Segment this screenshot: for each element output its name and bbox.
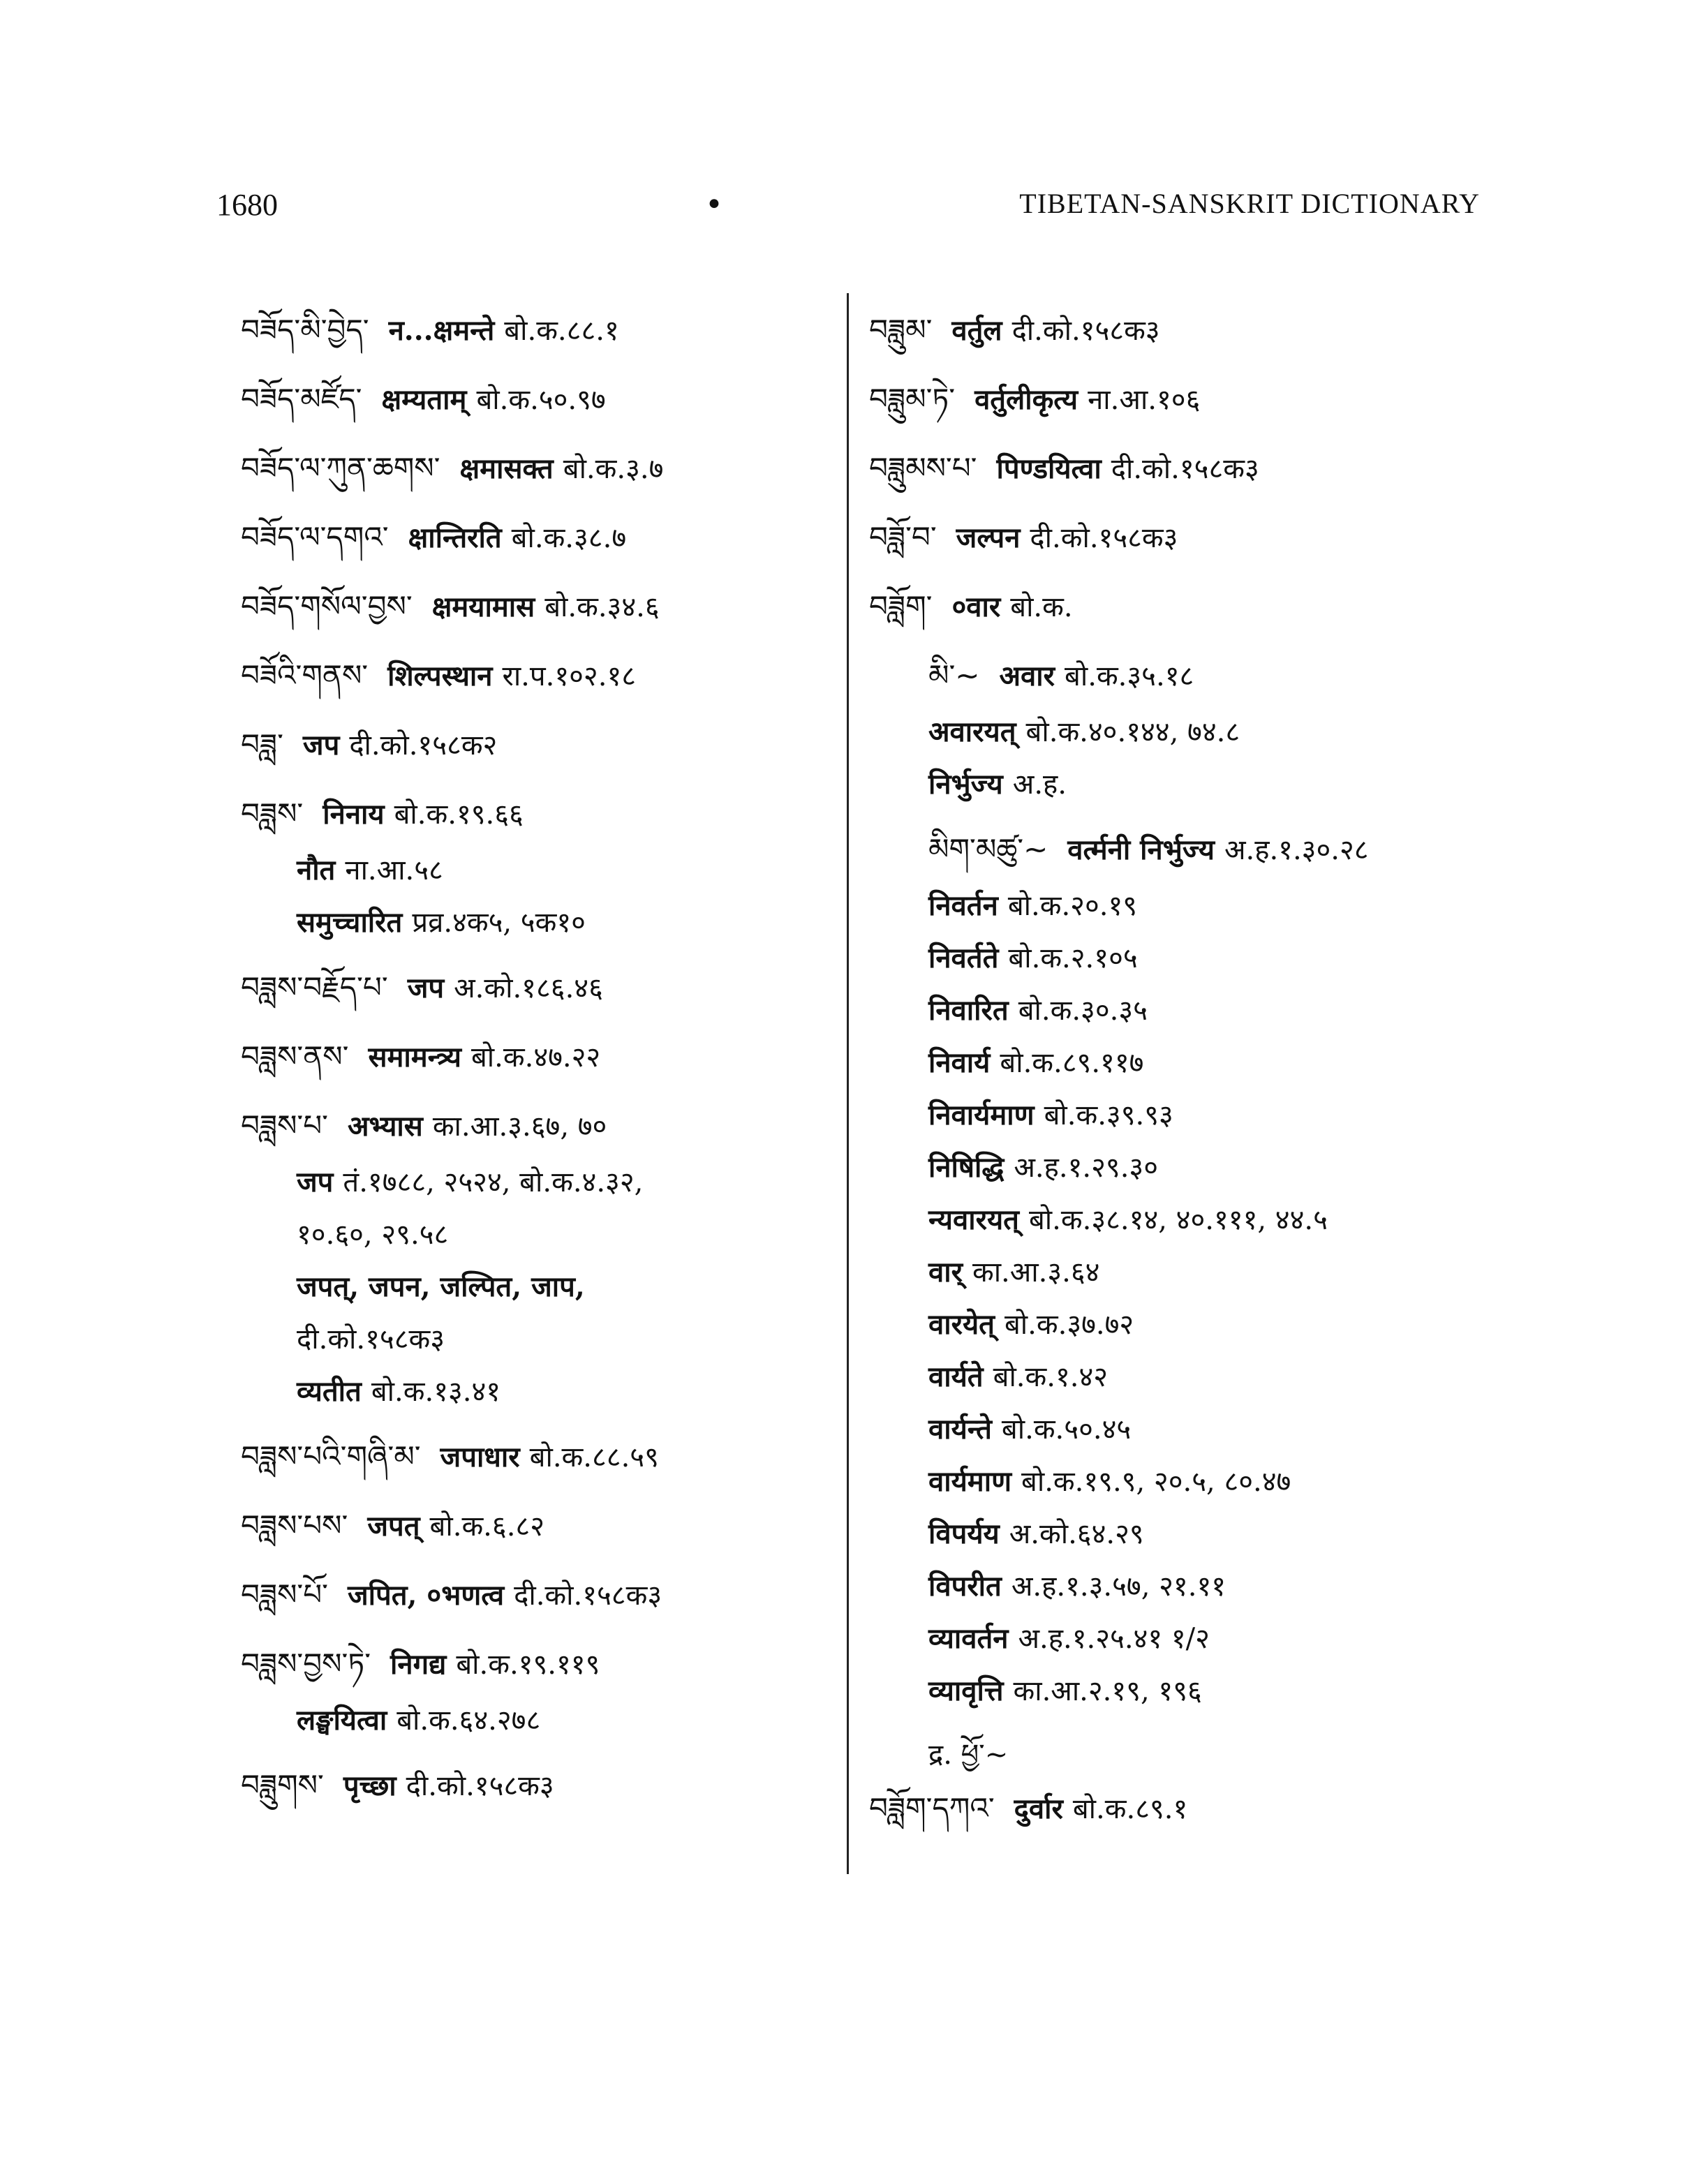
dictionary-entry [241, 642, 834, 711]
dictionary-entry [869, 435, 1497, 504]
dictionary-entry [869, 1042, 1497, 1094]
sanskrit-equivalent: लङ्घयित्वा [297, 1704, 387, 1737]
source-reference: बो.क.६.८२ [429, 1510, 545, 1543]
sanskrit-equivalent: निवर्तन [928, 889, 998, 922]
sanskrit-equivalent: वर्तुलीकृत्य [974, 383, 1079, 416]
dictionary-entry [241, 780, 834, 849]
source-reference: दी.को.१५८क३ [1030, 522, 1178, 554]
dictionary-entry [869, 1775, 1497, 1844]
tibetan-headword: བཟླུམས་པ་ [869, 451, 977, 485]
source-reference: बो.क.३४.६ [544, 591, 660, 623]
dictionary-entry [869, 1147, 1497, 1199]
dictionary-entry [869, 1670, 1497, 1723]
source-reference: अ.ह.१.२९.३० [1014, 1152, 1159, 1184]
tibetan-headword: བཟླས་བརྗོད་པ་ [241, 970, 388, 1004]
source-reference: बो.क.८९.११७ [1000, 1047, 1144, 1079]
dictionary-entry [869, 1199, 1497, 1251]
source-reference: बो.क.८८.५९ [529, 1441, 659, 1473]
dictionary-entry [869, 642, 1497, 711]
dictionary-entry [869, 366, 1497, 435]
tibetan-headword: བཟླས་ནས་ [241, 1039, 349, 1074]
sanskrit-equivalent: विपर्यय [928, 1517, 1000, 1550]
sanskrit-equivalent: जप [297, 1166, 334, 1198]
tibetan-headword: བཟླས་པོ་ [241, 1577, 328, 1612]
header-dot: • [705, 187, 723, 223]
sanskrit-equivalent: निर्भुज्य [928, 768, 1003, 801]
sanskrit-equivalent: निषिद्धि [928, 1151, 1005, 1184]
tibetan-headword: བཟླུམ་ [869, 313, 933, 347]
source-reference: का.आ.३.६४ [972, 1256, 1100, 1288]
dictionary-entry [241, 1023, 834, 1092]
sanskrit-equivalent: निगद्य [390, 1648, 447, 1681]
dictionary-entry [869, 764, 1497, 816]
dictionary-entry [241, 435, 834, 504]
tibetan-headword: བཟོད་ལ་ཀུན་ཆགས་ [241, 451, 440, 485]
dictionary-entry [869, 297, 1497, 366]
sanskrit-equivalent: क्षमयामास [431, 590, 535, 623]
source-reference: प्रव्र.४क५, ५क१० [412, 907, 586, 939]
dictionary-entry [241, 902, 834, 954]
source-reference: बो.क.३०.३५ [1018, 995, 1148, 1027]
sanskrit-equivalent: पृच्छा [343, 1769, 396, 1802]
column-divider [847, 293, 849, 1874]
dictionary-entry [869, 1409, 1497, 1461]
source-reference: बो.क.२.१०५ [1008, 942, 1138, 974]
tibetan-headword: བཟོའི་གནས་ [241, 658, 369, 692]
sanskrit-equivalent: ०वार [951, 590, 1001, 623]
tibetan-headword: བཟླས་པས་ [241, 1508, 348, 1543]
page-header [216, 187, 1480, 236]
source-reference: अ.को.६४.२९ [1009, 1518, 1144, 1550]
source-reference: अ.ह.१.२५.४१ १/२ [1018, 1623, 1210, 1655]
dictionary-entry [869, 937, 1497, 990]
sanskrit-equivalent: जप [302, 729, 340, 762]
dictionary-entry [241, 1214, 834, 1266]
sanskrit-equivalent: व्यतीत [297, 1375, 362, 1408]
dictionary-entry [241, 1318, 834, 1371]
tibetan-headword: བཟོད་མི་བྱེད་ [241, 313, 369, 347]
sanskrit-equivalent: क्षम्यताम् [381, 383, 467, 416]
source-reference: बो.क.१९.६६ [394, 798, 524, 831]
dictionary-entry [241, 1700, 834, 1752]
sanskrit-equivalent: नौत [297, 854, 336, 886]
source-reference: तं.१७८८, २५२४, बो.क.४.३२, [343, 1166, 644, 1198]
dictionary-entry [241, 1423, 834, 1492]
sanskrit-equivalent: न...क्षमन्ते [388, 314, 495, 347]
sanskrit-equivalent: वार् [928, 1256, 963, 1288]
dictionary-entry [241, 1161, 834, 1214]
running-head: TIBETAN-SANSKRIT DICTIONARY [1019, 188, 1480, 219]
sanskrit-equivalent: विपरीत [928, 1570, 1002, 1603]
sanskrit-equivalent: जपित, ०भणत्व [348, 1579, 505, 1612]
tibetan-headword: བཟོད་གསོལ་བྱས་ [241, 589, 413, 623]
sanskrit-equivalent: क्षान्तिरति [408, 521, 502, 554]
tibetan-headword: བཟླས་པ་ [241, 1108, 328, 1143]
dictionary-entry [241, 1492, 834, 1561]
tibetan-headword: བཟོད་ལ་དགའ་ [241, 520, 389, 554]
sanskrit-equivalent: वार्यन्ते [928, 1413, 992, 1446]
left-column [241, 297, 834, 1821]
source-reference: बो.क.३८.१४, ४०.१११, ४४.५ [1028, 1204, 1328, 1236]
sanskrit-equivalent: वारयेत् [928, 1308, 995, 1341]
source-reference: बो.क.२०.१९ [1007, 890, 1138, 922]
sanskrit-equivalent: जल्पन [956, 521, 1021, 554]
dictionary-entry [241, 573, 834, 642]
dictionary-entry [869, 573, 1497, 642]
source-reference: बो.क.८८.१ [504, 315, 619, 347]
dictionary-entry [241, 297, 834, 366]
tibetan-headword: མི་~ [928, 658, 980, 692]
dictionary-entry [241, 1371, 834, 1423]
sanskrit-equivalent: पिण्डयित्वा [996, 452, 1102, 485]
dictionary-entry [241, 1630, 834, 1700]
sanskrit-equivalent: अवारयत् [928, 715, 1016, 748]
source-reference: बो.क.५०.४५ [1001, 1413, 1132, 1446]
dictionary-entry [241, 849, 834, 902]
sanskrit-equivalent: दुर्वार [1014, 1792, 1063, 1825]
sanskrit-equivalent: जपत् [367, 1510, 420, 1543]
dictionary-entry [869, 1566, 1497, 1618]
sanskrit-equivalent: अवार [999, 660, 1055, 692]
source-reference: बो.क.४७.२२ [470, 1041, 601, 1074]
tibetan-headword: བཟླས་བྱས་ཏེ་ [241, 1647, 371, 1681]
source-reference: बो.क.१९.९, २०.५, ८०.४७ [1021, 1466, 1291, 1498]
dictionary-entry [869, 816, 1497, 885]
source-reference: अ.ह.१.३०.२८ [1224, 834, 1369, 866]
dictionary-entry [869, 990, 1497, 1042]
tibetan-headword: བཟློ་བ་ [869, 520, 937, 554]
tibetan-headword: བཟོད་མཛོད་ [241, 382, 362, 416]
dictionary-entry [869, 1251, 1497, 1304]
sanskrit-equivalent: निवारित [928, 994, 1009, 1027]
source-reference: अ.ह.१.३.५७, २१.११ [1011, 1570, 1226, 1603]
dictionary-entry [869, 1356, 1497, 1409]
source-reference: बो.क.३७.७२ [1004, 1309, 1134, 1341]
dictionary-entry [241, 954, 834, 1023]
dictionary-entry [869, 1461, 1497, 1513]
source-reference: बो.क.३८.७ [511, 522, 627, 554]
sanskrit-equivalent: समामन्त्र्य [368, 1041, 461, 1074]
sanskrit-equivalent: जप [407, 972, 445, 1004]
source-reference: बो.क. [1010, 591, 1073, 623]
source-reference: बो.क.१३.४१ [371, 1376, 501, 1408]
dictionary-entry [869, 1618, 1497, 1670]
dictionary-entry [869, 1513, 1497, 1566]
source-reference: ना.आ.५८ [345, 854, 443, 886]
source-reference: ना.आ.१०६ [1088, 384, 1201, 416]
sanskrit-equivalent: निवर्तते [928, 942, 999, 974]
tibetan-headword: བཟློག་ [869, 589, 933, 623]
source-reference: द्र. ཕྱོ་~ [928, 1739, 1009, 1771]
tibetan-headword: བཟླས་ [241, 796, 304, 831]
source-reference: बो.क.६४.२७८ [396, 1704, 541, 1737]
sanskrit-equivalent: जपाधार [440, 1441, 520, 1473]
dictionary-entry [241, 1266, 834, 1318]
source-reference: रा.प.१०२.१८ [502, 660, 637, 692]
dictionary-entry [869, 1094, 1497, 1147]
sanskrit-equivalent: व्यावृत्ति [928, 1674, 1004, 1707]
source-reference: दी.को.१५८क२ [349, 729, 498, 762]
source-reference: बो.क.१.४२ [993, 1361, 1109, 1393]
source-reference: बो.क.३.७ [563, 453, 664, 485]
sanskrit-equivalent: वार्यते [928, 1360, 984, 1393]
tibetan-headword: བཟླུམ་ཏེ་ [869, 382, 956, 416]
dictionary-entry [869, 1723, 1497, 1775]
source-reference: दी.को.१५८क३ [1111, 453, 1259, 485]
source-reference: दी.को.१५८क३ [297, 1323, 445, 1355]
dictionary-entry [869, 885, 1497, 937]
source-reference: बो.क.८९.१ [1072, 1793, 1188, 1825]
tibetan-headword: བཟླས་པའི་གཞི་མ་ [241, 1439, 421, 1473]
source-reference: का.आ.२.१९, १९६ [1013, 1675, 1202, 1707]
sanskrit-equivalent: निवार्य [928, 1046, 991, 1079]
source-reference: बो.क.५०.९७ [476, 384, 606, 416]
tibetan-headword: བཟློག་དཀའ་ [869, 1791, 995, 1825]
source-reference: बो.क.१९.११९ [456, 1649, 600, 1681]
sanskrit-equivalent: व्यावर्तन [928, 1622, 1009, 1655]
source-reference: बो.क.४०.१४४, ७४.८ [1025, 716, 1240, 748]
sanskrit-equivalent: वर्तुल [951, 314, 1002, 347]
source-reference: दी.को.१५८क३ [514, 1580, 662, 1612]
dictionary-entry [869, 711, 1497, 764]
source-reference: अ.को.१८६.४६ [454, 972, 603, 1004]
right-column [869, 297, 1497, 1844]
sanskrit-equivalent: शिल्पस्थान [387, 660, 493, 692]
page-number: 1680 [216, 188, 278, 222]
tibetan-headword: བཟླ་ [241, 727, 283, 762]
sanskrit-equivalent: निवार्यमाण [928, 1099, 1035, 1131]
source-reference: दी.को.१५८क३ [1011, 315, 1160, 347]
sanskrit-equivalent: अभ्यास [348, 1110, 423, 1143]
tibetan-headword: མིག་མཚུ་~ [928, 832, 1048, 866]
sanskrit-equivalent: निनाय [323, 798, 385, 831]
dictionary-entry [241, 366, 834, 435]
sanskrit-equivalent: वर्त्मनी निर्भुज्य [1067, 833, 1215, 866]
tibetan-headword: བཟླུགས་ [241, 1768, 324, 1802]
sanskrit-equivalent: न्यवारयत् [928, 1203, 1019, 1236]
sanskrit-equivalent: जपत्, जपन, जल्पित, जाप, [297, 1270, 585, 1303]
sanskrit-equivalent: वार्यमाण [928, 1465, 1011, 1498]
source-reference: अ.ह. [1012, 768, 1067, 801]
sanskrit-equivalent: क्षमासक्त [459, 452, 554, 485]
source-reference: १०.६०, २९.५८ [297, 1219, 449, 1251]
sanskrit-equivalent: समुच्चारित [297, 906, 403, 939]
source-reference: दी.को.१५८क३ [406, 1770, 554, 1802]
source-reference: बो.क.३९.९३ [1044, 1099, 1173, 1131]
dictionary-entry [241, 1752, 834, 1821]
dictionary-entry [869, 1304, 1497, 1356]
dictionary-entry [241, 504, 834, 573]
source-reference: बो.क.३५.१८ [1065, 660, 1194, 692]
source-reference: का.आ.३.६७, ७० [432, 1110, 607, 1143]
